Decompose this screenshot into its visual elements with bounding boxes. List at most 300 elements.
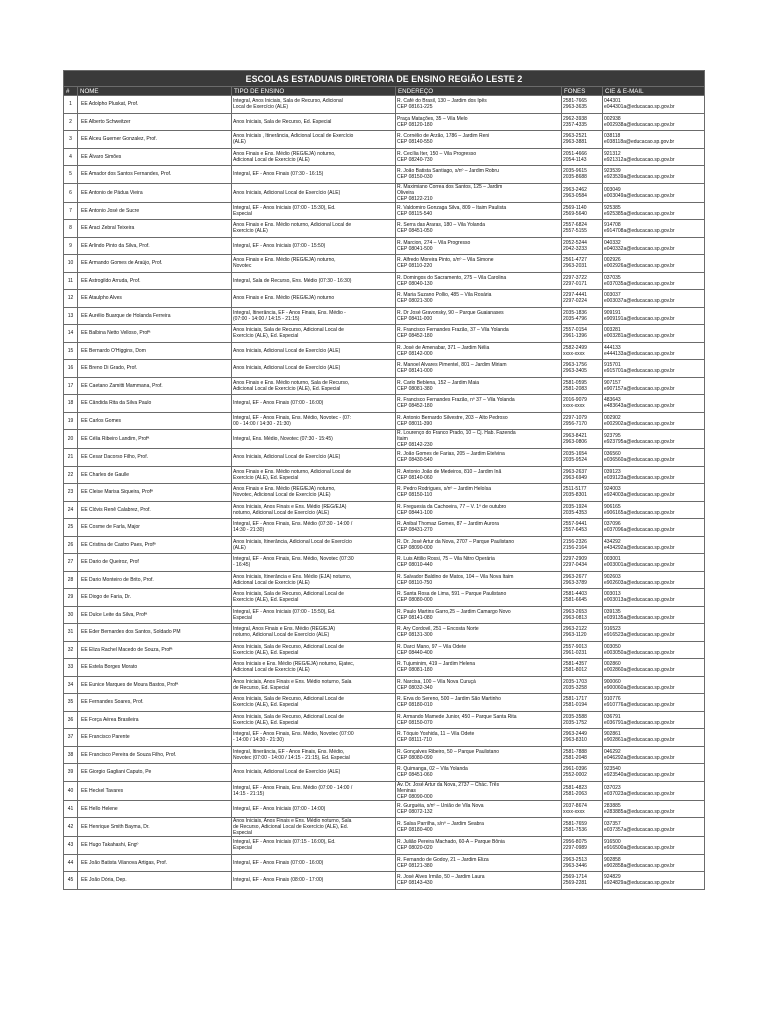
phones xyxy=(562,96,603,114)
education-type xyxy=(232,589,396,607)
education-type xyxy=(232,818,396,837)
education-type-line: Anos Iniciais, Anos Finais e Ens. Médio noturno, Sala xyxy=(233,678,352,685)
school-name: EE João Dória, Dep. xyxy=(78,872,232,890)
phones-line: 2297-2909 xyxy=(563,556,587,563)
cie-email xyxy=(603,519,705,537)
education-type xyxy=(232,554,396,572)
education-type xyxy=(232,624,396,642)
cie-email xyxy=(603,624,705,642)
school-name: EE Dulce Leite da Silva, Profª xyxy=(78,606,232,624)
education-type xyxy=(232,711,396,729)
phones xyxy=(562,781,603,800)
cie-email xyxy=(603,325,705,343)
address-line: CEP 08180-010 xyxy=(397,702,433,709)
phones-line: 2557-5155 xyxy=(563,228,587,235)
phones-line: 2581-8012 xyxy=(563,667,587,674)
education-type-line: (ALE) xyxy=(233,544,246,551)
cie-email-line: e040332a@educacao.sp.gov.br xyxy=(604,245,675,252)
phones-line: 2963-3446 xyxy=(563,862,587,869)
phones-line: 2035-1703 xyxy=(563,678,587,685)
school-name: EE Francisco Pereira de Souza Filho, Prof. xyxy=(78,746,232,764)
address-line: CEP 08440-400 xyxy=(397,649,433,656)
education-type-line: Integral, EF - Anos Iniciais (07:00 - 15:50) xyxy=(233,242,326,249)
cie-email xyxy=(603,360,705,378)
address-line: CEP 08150-110 xyxy=(397,492,433,499)
address-line: R. Lourenço do Franco Prado, 10 – Cj. Hab. Fazenda xyxy=(397,430,516,436)
cie-email-line: 906165 xyxy=(604,503,621,510)
address xyxy=(396,711,562,729)
phones xyxy=(562,237,603,255)
cie-email-line: 036791 xyxy=(604,713,621,720)
education-type-line: (ALE) xyxy=(233,139,246,146)
education-type-line: 14:30 - 21:30) xyxy=(233,527,265,534)
cie-email xyxy=(603,183,705,202)
education-type-line: Anos Finais e Ens. Médio noturno, Adicional Local de xyxy=(233,468,352,475)
cie-email xyxy=(603,818,705,837)
phones xyxy=(562,694,603,712)
cie-email-line: e924003a@educacao.sp.gov.br xyxy=(604,492,675,499)
cie-email-line: e923795a@educacao.sp.gov.br xyxy=(604,439,675,445)
table-row xyxy=(64,606,705,624)
phones-line: 2963-1120 xyxy=(563,632,587,639)
phones-line: 2963-0813 xyxy=(563,614,587,621)
education-type-line: Integral, Anos Finais e Ens. Médio (REG/EJA) xyxy=(233,626,335,633)
school-name: EE Balbina Netto Velloso, Profª xyxy=(78,325,232,343)
school-name: EE Eliza Rachel Macedo de Souza, Profª xyxy=(78,641,232,659)
address-line: CEP 08072-132 xyxy=(397,808,433,815)
row-number: 29 xyxy=(64,589,78,607)
cie-email-line: e916523a@educacao.sp.gov.br xyxy=(604,632,675,639)
education-type-line: Integral, Sala de Recurso, Ens. Médio (07:30 - 16:30) xyxy=(233,277,352,284)
address xyxy=(396,764,562,782)
address-line: R. Maximiano Correa dos Santos, 125 – Jardim xyxy=(397,183,503,190)
phones-line: 2511-5177 xyxy=(563,486,587,493)
education-type-line: Integral, EF - Anos Finais, Ens. Médio (07:30 - 14:00 / xyxy=(233,521,353,528)
row-number: 37 xyxy=(64,729,78,747)
address xyxy=(396,519,562,537)
address xyxy=(396,800,562,818)
phones xyxy=(562,255,603,273)
phones xyxy=(562,554,603,572)
school-name: EE Amador dos Santos Fernandes, Prof. xyxy=(78,166,232,184)
phones xyxy=(562,872,603,890)
address xyxy=(396,255,562,273)
school-name: EE Charles de Gaulle xyxy=(78,466,232,484)
row-number: 42 xyxy=(64,818,78,837)
phones-line: 2297-0224 xyxy=(563,298,587,305)
education-type-line: Integral, Ens. Médio, Novotec (07:30 - 15:45) xyxy=(233,436,333,442)
address xyxy=(396,360,562,378)
phones xyxy=(562,764,603,782)
address xyxy=(396,746,562,764)
cie-email-line: e003001a@educacao.sp.gov.br xyxy=(604,562,675,569)
phones-line: 2962-3938 xyxy=(563,115,587,122)
phones-line: 2581-2083 xyxy=(563,385,587,392)
cie-email-line: e003049a@educacao.sp.gov.br xyxy=(604,192,675,199)
cie-email xyxy=(603,148,705,166)
address xyxy=(396,641,562,659)
cie-email xyxy=(603,255,705,273)
address-line: CEP 08142-000 xyxy=(397,350,433,357)
education-type xyxy=(232,837,396,855)
phones-line: 2581-2048 xyxy=(563,754,587,761)
table-row xyxy=(64,237,705,255)
school-name: EE Henrique Smith Bayma, Dr. xyxy=(78,818,232,837)
phones-line: 2042-3233 xyxy=(563,245,587,252)
phones-line: 2035-9615 xyxy=(563,168,587,175)
table-row xyxy=(64,484,705,502)
education-type-line: Adicional Local de Exercício (ALE) xyxy=(233,156,310,163)
phones-line: 2961-0396 xyxy=(563,766,587,773)
cie-email-line: e046292a@educacao.sp.gov.br xyxy=(604,754,675,761)
education-type xyxy=(232,501,396,519)
cie-email-line: e039123a@educacao.sp.gov.br xyxy=(604,474,675,481)
education-type-line: Exercício (ALE), Ed. Especial xyxy=(233,719,299,726)
education-type-line: Anos Finais e Ens. Médio (REG/EJA) noturno, xyxy=(233,150,336,157)
cie-email-line: e044301a@educacao.sp.gov.br xyxy=(604,104,675,111)
address-line: R. Cecília Iter, 150 – Vila Progresso xyxy=(397,150,477,157)
row-number: 24 xyxy=(64,501,78,519)
row-number: 26 xyxy=(64,536,78,554)
cie-email xyxy=(603,641,705,659)
header-nome: NOME xyxy=(78,87,232,96)
education-type-line: Anos Iniciais, Sala de Recurso, Ed. Especial xyxy=(233,118,332,125)
cie-email-line: 003050 xyxy=(604,643,621,650)
row-number: 8 xyxy=(64,220,78,238)
education-type-line: Anos Finais e Ens. Médio noturno, Adicional Local de xyxy=(233,222,352,229)
education-type-line: Integral, EF - Anos Finais, Ens. Médio, Novotec (07:00 xyxy=(233,731,354,738)
school-name: EE Álvaro Simões xyxy=(78,148,232,166)
table-row xyxy=(64,166,705,184)
cie-email-line: e910776a@educacao.sp.gov.br xyxy=(604,702,675,709)
cie-email-line: 914708 xyxy=(604,222,621,229)
education-type-line: Anos Iniciais, Adicional Local de Exercício (ALE) xyxy=(233,347,341,354)
table-row xyxy=(64,360,705,378)
phones xyxy=(562,395,603,413)
table-row xyxy=(64,746,705,764)
phones xyxy=(562,746,603,764)
address-line: CEP 08090-000 xyxy=(397,544,433,551)
cie-email-line: 902858 xyxy=(604,856,621,863)
phones xyxy=(562,166,603,184)
phones-line: 2156-2164 xyxy=(563,544,587,551)
address-line: R. Dr José Gravonsky, 90 – Parque Guaianases xyxy=(397,309,504,316)
cie-email-line: e003050a@educacao.sp.gov.br xyxy=(604,649,675,656)
phones-line: 2035-3258 xyxy=(563,684,587,691)
cie-email xyxy=(603,484,705,502)
education-type-line: - 14:00 / 14:30 - 21:30) xyxy=(233,737,284,744)
phones-line: 2037-8674 xyxy=(563,802,587,809)
phones-line: 2569-5640 xyxy=(563,210,587,217)
row-number: 10 xyxy=(64,255,78,273)
cie-email xyxy=(603,764,705,782)
table-row xyxy=(64,220,705,238)
school-name: EE Bernardo O'Higgins, Dom xyxy=(78,342,232,360)
address-line: CEP 08143-430 xyxy=(397,880,433,887)
cie-email-line: e003281a@educacao.sp.gov.br xyxy=(604,333,675,340)
address-line: CEP 08090-000 xyxy=(397,793,433,800)
education-type-line: Integral, EF - Anos Iniciais (07:00 - 15:30), Ed. xyxy=(233,204,336,211)
phones-line: 2035-1654 xyxy=(563,451,587,458)
address-line: R. João Gomes de Farias, 205 – Jardim Etelvina xyxy=(397,451,505,458)
education-type xyxy=(232,290,396,308)
row-number: 27 xyxy=(64,554,78,572)
address xyxy=(396,536,562,554)
education-type-line: Anos Iniciais, Sala de Recurso, Adicional Local de xyxy=(233,713,344,720)
phones xyxy=(562,837,603,855)
education-type xyxy=(232,202,396,220)
row-number: 36 xyxy=(64,711,78,729)
phones-line: 2963-3635 xyxy=(563,104,587,111)
table-row xyxy=(64,571,705,589)
address xyxy=(396,781,562,800)
phones-line: 2569-1140 xyxy=(563,204,587,211)
address-line: CEP 08452-180 xyxy=(397,333,433,340)
cie-email-line: e434292a@educacao.sp.gov.br xyxy=(604,544,675,551)
phones xyxy=(562,412,603,430)
education-type-line: 00 - 14:00 / 14:30 - 21:30) xyxy=(233,420,291,427)
cie-email-line: 038118 xyxy=(604,133,621,140)
phones-line: 2963-2637 xyxy=(563,468,587,475)
cie-email-line: 040332 xyxy=(604,239,621,246)
cie-email-line: 037357 xyxy=(604,821,621,827)
header-num: # xyxy=(64,87,78,96)
education-type-line: (07:00 - 14:00 / 14:15 - 21:15) xyxy=(233,315,300,322)
address-line: R. Francisco Fernandes Frazão, nº 37 – Vila Yolanda xyxy=(397,397,515,404)
cie-email-line: e924829a@educacao.sp.gov.br xyxy=(604,880,675,887)
phones xyxy=(562,659,603,677)
address xyxy=(396,466,562,484)
phones xyxy=(562,854,603,872)
phones-line: 2582-2499 xyxy=(563,344,587,351)
education-type-line: Integral, EF - Anos Finais, Ens. Médio (07:00 - 14:00 / xyxy=(233,784,353,791)
cie-email xyxy=(603,237,705,255)
cie-email-line: e902861a@educacao.sp.gov.br xyxy=(604,737,675,744)
table-row xyxy=(64,342,705,360)
education-type xyxy=(232,183,396,202)
address xyxy=(396,501,562,519)
school-name: EE Hello Helene xyxy=(78,800,232,818)
phones-line: 2557-6453 xyxy=(563,527,587,534)
cie-email xyxy=(603,272,705,290)
education-type xyxy=(232,395,396,413)
phones-line: 2051-4666 xyxy=(563,150,587,157)
education-type-line: Novotec xyxy=(233,263,252,270)
table-row xyxy=(64,519,705,537)
phones-line: 2963-6949 xyxy=(563,474,587,481)
education-type xyxy=(232,325,396,343)
school-name: EE Francisco Parente xyxy=(78,729,232,747)
address-line: CEP 08430-540 xyxy=(397,457,433,464)
education-type-line: Especial xyxy=(233,614,252,621)
cie-email-line: 003013 xyxy=(604,591,621,598)
education-type-line: de Recurso, Adicional Local de Exercício (ALE), Ed. xyxy=(233,824,349,830)
row-number: 16 xyxy=(64,360,78,378)
school-name: EE Heckel Tavares xyxy=(78,781,232,800)
row-number: 17 xyxy=(64,377,78,395)
school-name: EE Carlos Gomes xyxy=(78,412,232,430)
cie-email-line: e038118a@educacao.sp.gov.br xyxy=(604,139,675,146)
address-line: R. Paulo Martins Garro,25 – Jardim Camargo Novo xyxy=(397,608,511,615)
phones-line: 2963-8310 xyxy=(563,737,587,744)
education-type-line: Local de Exercício (ALE) xyxy=(233,104,289,111)
address-line: CEP 08110-220 xyxy=(397,263,433,270)
education-type xyxy=(232,412,396,430)
phones-line: 2552-0002 xyxy=(563,772,587,779)
cie-email xyxy=(603,872,705,890)
phones xyxy=(562,220,603,238)
school-name: EE Araci Zebral Teixeira xyxy=(78,220,232,238)
table-row xyxy=(64,377,705,395)
education-type-line: - 16:45) xyxy=(233,562,251,569)
education-type xyxy=(232,519,396,537)
phones-line: 2297-1079 xyxy=(563,414,587,421)
cie-email xyxy=(603,166,705,184)
address-line: R. Carlo Beblena, 152 – Jardim Maia xyxy=(397,379,479,386)
phones-line: 2035-3588 xyxy=(563,713,587,720)
phones-line: 2557-9013 xyxy=(563,643,587,650)
education-type xyxy=(232,641,396,659)
cie-email-line: e921312a@educacao.sp.gov.br xyxy=(604,156,675,163)
phones-line: 2016-9079 xyxy=(563,397,587,404)
phones-line: 2581-7888 xyxy=(563,748,587,755)
cie-email-line: e906165a@educacao.sp.gov.br xyxy=(604,509,675,516)
address-line: CEP 08011-390 xyxy=(397,420,433,427)
cie-email-line: 002938 xyxy=(604,115,621,122)
phones xyxy=(562,131,603,149)
phones-line: 2557-9441 xyxy=(563,521,587,528)
cie-email xyxy=(603,449,705,467)
education-type-line: Integral, EF - Anos Finais (08:00 - 17:00) xyxy=(233,877,324,884)
address-line: CEP 08411-000 xyxy=(397,315,433,322)
school-name: EE Diogo de Faria, Dr. xyxy=(78,589,232,607)
cie-email-line: e002926a@educacao.sp.gov.br xyxy=(604,263,675,270)
table-row xyxy=(64,764,705,782)
address-line: CEP 08121-380 xyxy=(397,862,433,869)
phones-line: 2963-2122 xyxy=(563,626,587,633)
education-type-line: Adicional Local de Exercício (ALE) xyxy=(233,579,310,586)
address-line: R. Francisco Fernandes Frazão, 37 – Vila Yolanda xyxy=(397,327,509,334)
row-number: 12 xyxy=(64,290,78,308)
education-type xyxy=(232,781,396,800)
address xyxy=(396,484,562,502)
phones-line: 2581-7665 xyxy=(563,98,587,105)
education-type xyxy=(232,729,396,747)
table-row xyxy=(64,854,705,872)
school-name: EE Adolpho Pluskat, Prof. xyxy=(78,96,232,114)
table-row xyxy=(64,412,705,430)
education-type xyxy=(232,148,396,166)
phones-line: 2297-3722 xyxy=(563,274,587,281)
address xyxy=(396,449,562,467)
schools-table xyxy=(63,70,705,890)
address-line: CEP 08142-230 xyxy=(397,442,433,448)
address-line: R. Ary Cordovil, 251 – Encosta Norte xyxy=(397,626,479,633)
address-line: CEP 08140-550 xyxy=(397,139,433,146)
education-type xyxy=(232,746,396,764)
phones-line: 2956-7170 xyxy=(563,420,587,427)
cie-email xyxy=(603,571,705,589)
address-line: R. Café do Brasil, 130 – Jardim dos Ipês xyxy=(397,98,487,105)
address-line: R. Manoel Alvares Pimentel, 801 – Jardim Miriam xyxy=(397,362,507,369)
phones xyxy=(562,729,603,747)
table-row xyxy=(64,641,705,659)
row-number: 43 xyxy=(64,837,78,855)
phones xyxy=(562,377,603,395)
row-number: 13 xyxy=(64,307,78,325)
address xyxy=(396,729,562,747)
header-fones: FONES xyxy=(562,87,603,96)
phones-line: 2357-4335 xyxy=(563,121,587,128)
address-line: CEP 08080-000 xyxy=(397,597,433,604)
school-name: EE Cosme de Farla, Major xyxy=(78,519,232,537)
address-line: Praça Matações, 35 – Vila Melo xyxy=(397,115,468,122)
education-type xyxy=(232,659,396,677)
address xyxy=(396,183,562,202)
education-type xyxy=(232,96,396,114)
address-line: Oliveira xyxy=(397,189,414,196)
cie-email xyxy=(603,113,705,131)
address-line: CEP 08240-730 xyxy=(397,156,433,163)
address xyxy=(396,307,562,325)
table-row xyxy=(64,307,705,325)
row-number: 25 xyxy=(64,519,78,537)
cie-email-line: 037035 xyxy=(604,274,621,281)
row-number: 18 xyxy=(64,395,78,413)
education-type-line: Anos Iniciais, Adicional Local de Exercício (ALE) xyxy=(233,769,341,776)
cie-email-line: 003049 xyxy=(604,186,621,193)
address-line: Av. Dr. José Artur da Nova, 2737 – Chác. Três xyxy=(397,781,500,788)
phones-line: 2297-0171 xyxy=(563,280,587,287)
cie-email-line: 036560 xyxy=(604,451,621,458)
address-line: Meninas xyxy=(397,787,416,794)
phones xyxy=(562,484,603,502)
education-type xyxy=(232,342,396,360)
phones-line: 2963-2677 xyxy=(563,573,587,580)
table-row xyxy=(64,800,705,818)
address xyxy=(396,589,562,607)
address-line: R. Gonçalves Ribeiro, 50 – Parque Paulistano xyxy=(397,748,500,755)
address xyxy=(396,237,562,255)
table-row xyxy=(64,659,705,677)
education-type-line: Especial xyxy=(233,210,252,217)
phones xyxy=(562,113,603,131)
cie-email xyxy=(603,412,705,430)
table-body xyxy=(64,96,705,890)
education-type xyxy=(232,272,396,290)
education-type-line: Especial xyxy=(233,830,252,836)
address-line: CEP 08081-180 xyxy=(397,667,433,674)
education-type-line: Novotec (07:00 - 14:00 / 14:15 - 21:15), Ed. Especial xyxy=(233,754,350,761)
phones-line: 2963-8421 xyxy=(563,433,587,439)
education-type-line: Integral, EF - Anos Iniciais (07:00 - 15:50), Ed. xyxy=(233,608,336,615)
education-type-line: Anos Finais e Ens. Médio (REG/EJA) noturno xyxy=(233,295,335,302)
phones-line: 2035-4353 xyxy=(563,509,587,516)
education-type-line: Integral, Itinerância, EF - Anos Finais, Ens. Médio - xyxy=(233,309,346,316)
education-type-line: Integral, EF - Anos Finais (07:00 - 16:00) xyxy=(233,400,324,407)
cie-email-line: e914708a@educacao.sp.gov.br xyxy=(604,228,675,235)
school-name: EE Cleise Marisa Siqueira, Profª xyxy=(78,484,232,502)
cie-email xyxy=(603,131,705,149)
address-line: CEP 08150-030 xyxy=(397,174,433,181)
address-line: CEP 08161-225 xyxy=(397,104,433,111)
row-number: 4 xyxy=(64,148,78,166)
cie-email-line: e483643a@educacao.sp.gov.br xyxy=(604,403,675,410)
cie-email-line: 902603 xyxy=(604,573,621,580)
address-line: CEP 08040-130 xyxy=(397,280,433,287)
address xyxy=(396,202,562,220)
table-row xyxy=(64,589,705,607)
